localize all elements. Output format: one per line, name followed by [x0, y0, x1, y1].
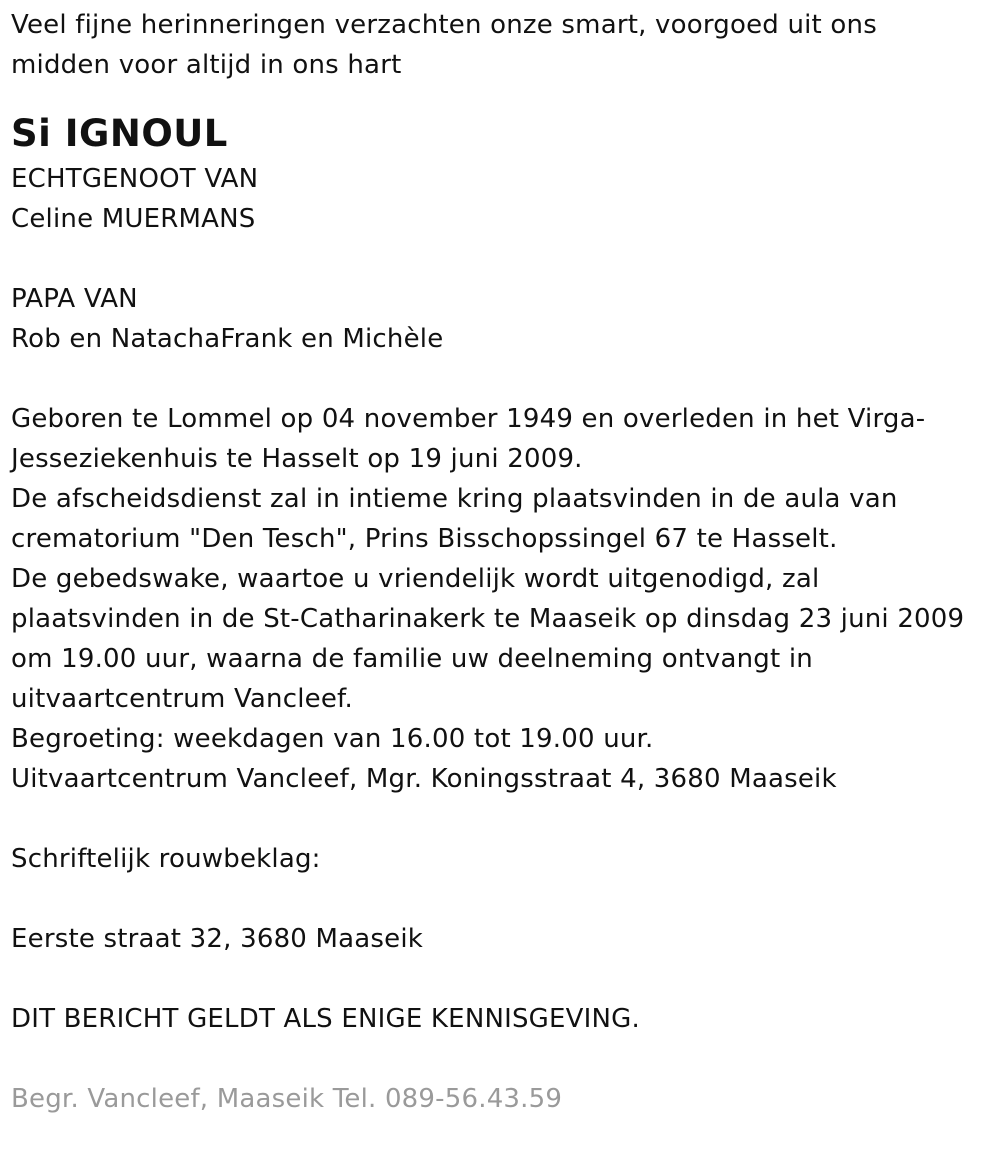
details-line: De afscheidsdienst zal in intieme kring plaatsvinden in de aula van — [11, 484, 898, 514]
deceased-name: Si IGNOUL — [11, 112, 228, 155]
spacer — [11, 239, 991, 279]
details-line: Begroeting: weekdagen van 16.00 tot 19.00 uur. — [11, 724, 654, 754]
spouse-heading: ECHTGENOOT VAN — [11, 164, 259, 194]
details-line: De gebedswake, waartoe u vriendelijk wordt uitgenodigd, zal — [11, 564, 820, 594]
condolences-label: Schriftelijk rouwbeklag: — [11, 844, 321, 874]
details-line: Geboren te Lommel op 04 november 1949 en overleden in het Virga- — [11, 404, 926, 434]
obituary-notice — [11, 5, 991, 1119]
children-names: Rob en NatachaFrank en Michèle — [11, 324, 444, 354]
details-line: uitvaartcentrum Vancleef. — [11, 684, 353, 714]
children-heading: PAPA VAN — [11, 284, 138, 314]
funeral-home-footer: Begr. Vancleef, Maaseik Tel. 089-56.43.59 — [11, 1084, 563, 1114]
spacer — [11, 799, 991, 839]
details-line: Uitvaartcentrum Vancleef, Mgr. Koningsstraat 4, 3680 Maaseik — [11, 764, 837, 794]
condolences-address: Eerste straat 32, 3680 Maaseik — [11, 924, 424, 954]
details-line: plaatsvinden in de St-Catharinakerk te Maaseik op dinsdag 23 juni 2009 — [11, 604, 965, 634]
spouse-name: Celine MUERMANS — [11, 204, 256, 234]
intro-line: midden voor altijd in ons hart — [11, 50, 402, 80]
notice-text: DIT BERICHT GELDT ALS ENIGE KENNISGEVING. — [11, 1004, 640, 1034]
spacer — [11, 359, 991, 399]
details-line: crematorium "Den Tesch", Prins Bisschopssingel 67 te Hasselt. — [11, 524, 838, 554]
spacer — [11, 959, 991, 999]
intro-line: Veel fijne herinneringen verzachten onze smart, voorgoed uit ons — [11, 10, 877, 40]
spacer — [11, 1039, 991, 1079]
details-line: Jesseziekenhuis te Hasselt op 19 juni 2009. — [11, 444, 583, 474]
details-line: om 19.00 uur, waarna de familie uw deelneming ontvangt in — [11, 644, 813, 674]
spacer — [11, 879, 991, 919]
